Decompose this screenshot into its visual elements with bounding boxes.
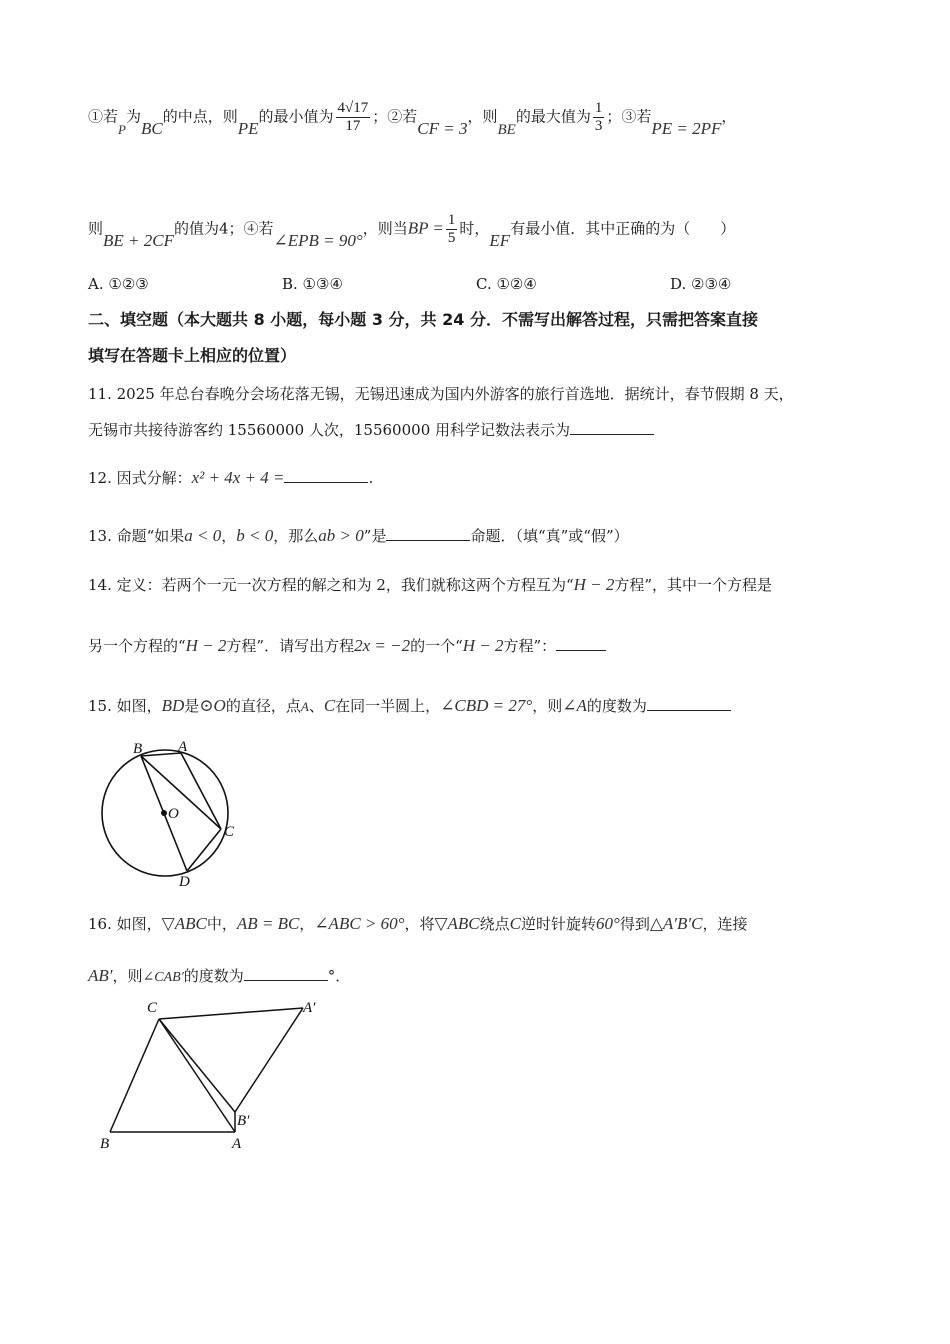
label-b: B [100, 1136, 110, 1152]
numerator: 4√17 [337, 100, 369, 116]
text: 15. 如图， [88, 697, 162, 715]
q10-line2 [88, 212, 736, 250]
segment-ca [159, 1019, 235, 1132]
text: ①若 [88, 107, 119, 126]
text: 绕点 [479, 915, 510, 933]
text: 则 [88, 219, 104, 238]
text: 的最小值为 [258, 107, 334, 126]
text: °． [327, 967, 351, 985]
text: ”是 [363, 527, 387, 545]
q12 [88, 468, 373, 488]
segment-cb [110, 1019, 159, 1132]
text: 的度数为 [586, 697, 647, 715]
q10-line1 [88, 100, 737, 138]
math: C [323, 696, 336, 715]
q10-options [88, 274, 868, 294]
label-b-prime: B′ [237, 1113, 250, 1129]
text: 12. 因式分解： [88, 469, 192, 487]
text: 得到 [619, 915, 650, 933]
math: ∠CAB′ [142, 970, 184, 985]
text: ， [299, 915, 315, 933]
text: ， [721, 107, 737, 126]
math: H − 2 [573, 575, 615, 594]
answer-blank[interactable] [386, 526, 470, 541]
center-dot [161, 810, 167, 816]
fraction-max-be [593, 100, 605, 135]
text: ，则 [112, 967, 143, 985]
math: ⊙O [199, 696, 226, 715]
text: ，将 [404, 915, 435, 933]
label-a-prime: A′ [303, 1000, 316, 1016]
text: 13. 命题“如果 [88, 527, 185, 545]
answer-blank[interactable] [284, 468, 368, 483]
text: 为 [125, 107, 141, 126]
text: 的值为4；④若 [173, 219, 274, 238]
math: ∠CBD = 27° [440, 696, 533, 715]
label-c: C [224, 824, 235, 840]
q14-line1 [88, 575, 772, 595]
circle-figure [95, 736, 255, 891]
math: BP = [407, 218, 444, 238]
math: ∠EPB = 90° [273, 230, 363, 250]
math: x² + 4x + 4 = [191, 468, 285, 487]
text: ， [221, 527, 237, 545]
text: ，则当 [362, 219, 408, 238]
rotation-figure [95, 995, 335, 1155]
text: 方程”．请写出方程 [226, 637, 355, 655]
option-b[interactable]: B. ①③④ [282, 275, 343, 293]
label-c: C [147, 1000, 158, 1016]
q15 [88, 696, 731, 717]
math: ▽ABC [161, 914, 207, 933]
text: 方程”，其中一个方程是 [614, 576, 773, 594]
math: b < 0 [236, 526, 274, 545]
math: ab > 0 [318, 526, 364, 545]
math: ∠A [562, 696, 587, 715]
fraction-bp [446, 212, 458, 247]
text: 的最大值为 [515, 107, 591, 126]
numerator: 1 [447, 212, 456, 228]
denominator: 5 [447, 230, 456, 246]
text: 的度数为 [183, 967, 244, 985]
math: C [509, 914, 521, 933]
numerator: 1 [594, 100, 603, 116]
label-b: B [133, 741, 143, 757]
q14-line2 [88, 636, 606, 656]
math: 2x = −2 [354, 636, 411, 655]
math: AB = BC [236, 914, 300, 933]
math: PE = 2PF [651, 118, 722, 138]
math: AB′ [88, 966, 113, 985]
text: 的一个“ [410, 637, 463, 655]
math: A [300, 699, 309, 714]
text: 在同一半圆上， [335, 697, 441, 715]
label-a: A [178, 739, 188, 755]
option-d[interactable]: D. ②③④ [670, 275, 732, 293]
text: 时， [459, 219, 490, 238]
text: ，那么 [273, 527, 319, 545]
math: CF = 3 [417, 118, 468, 138]
section2-heading-line1: 二、填空题（本大题共 8 小题，每小题 3 分，共 24 分．不需写出解答过程，只需把答案直接 [88, 310, 758, 329]
text: 中， [206, 915, 237, 933]
q16-line1 [88, 914, 747, 934]
text: ，则 [532, 697, 563, 715]
math: BE [497, 121, 516, 138]
math: a < 0 [184, 526, 222, 545]
answer-blank[interactable] [556, 636, 606, 651]
q11-line2 [88, 420, 654, 440]
math: △A′B′C [649, 914, 703, 933]
answer-blank[interactable] [244, 966, 328, 981]
option-c[interactable]: C. ①②④ [476, 275, 537, 293]
denominator: 17 [345, 118, 361, 134]
text: 无锡市共接待游客约 15560000 人次，15560000 用科学记数法表示为 [88, 421, 571, 439]
denominator: 3 [594, 118, 603, 134]
text: 的中点，则 [162, 107, 238, 126]
label-a: A [232, 1136, 242, 1152]
segment-cb-prime [159, 1019, 235, 1112]
q16-line2 [88, 966, 350, 988]
text: 命题．（填“真”或“假”） [470, 527, 629, 545]
math: H − 2 [185, 636, 227, 655]
math: BE + 2CF [103, 230, 174, 250]
text: 、 [308, 697, 324, 715]
text: ；②若 [372, 107, 418, 126]
segment-ca-prime [159, 1008, 303, 1019]
answer-blank[interactable] [570, 420, 654, 435]
text: 是 [184, 697, 200, 715]
label-o: O [168, 806, 179, 822]
text: ；③若 [606, 107, 652, 126]
math: P [118, 121, 126, 137]
math: BC [140, 118, 163, 138]
label-d: D [179, 874, 190, 890]
text: . [368, 469, 374, 487]
option-a[interactable]: A. ①②③ [88, 275, 149, 293]
q13 [88, 526, 629, 546]
text: 的直径，点 [225, 697, 301, 715]
text: 有最小值．其中正确的为（ ） [510, 219, 736, 238]
math: ▽ABC [434, 914, 480, 933]
text: 另一个方程的“ [88, 637, 186, 655]
fraction-min-pe [336, 100, 371, 135]
math: BD [161, 696, 185, 715]
text: 14. 定义：若两个一元一次方程的解之和为 2，我们就称这两个方程互为“ [88, 576, 574, 594]
math: ∠ABC > 60° [314, 914, 405, 933]
section2-heading-line2: 填写在答题卡上相应的位置） [88, 346, 297, 365]
text: 逆时针旋转 [521, 915, 597, 933]
segment-ac [181, 753, 221, 829]
segment-a-prime-b-prime [235, 1008, 303, 1112]
text: 方程”： [503, 637, 557, 655]
math: EF [489, 230, 511, 250]
answer-blank[interactable] [647, 696, 731, 711]
math: PE [237, 118, 259, 138]
text: ，则 [467, 107, 498, 126]
text: ，连接 [702, 915, 748, 933]
q11-line1: 11. 2025 年总台春晚分会场花落无锡，无锡迅速成为国内外游客的旅行首选地．据统计，春节假期 8 天， [88, 385, 794, 403]
math: H − 2 [462, 636, 504, 655]
math: 60° [596, 914, 620, 933]
text: 16. 如图， [88, 915, 162, 933]
